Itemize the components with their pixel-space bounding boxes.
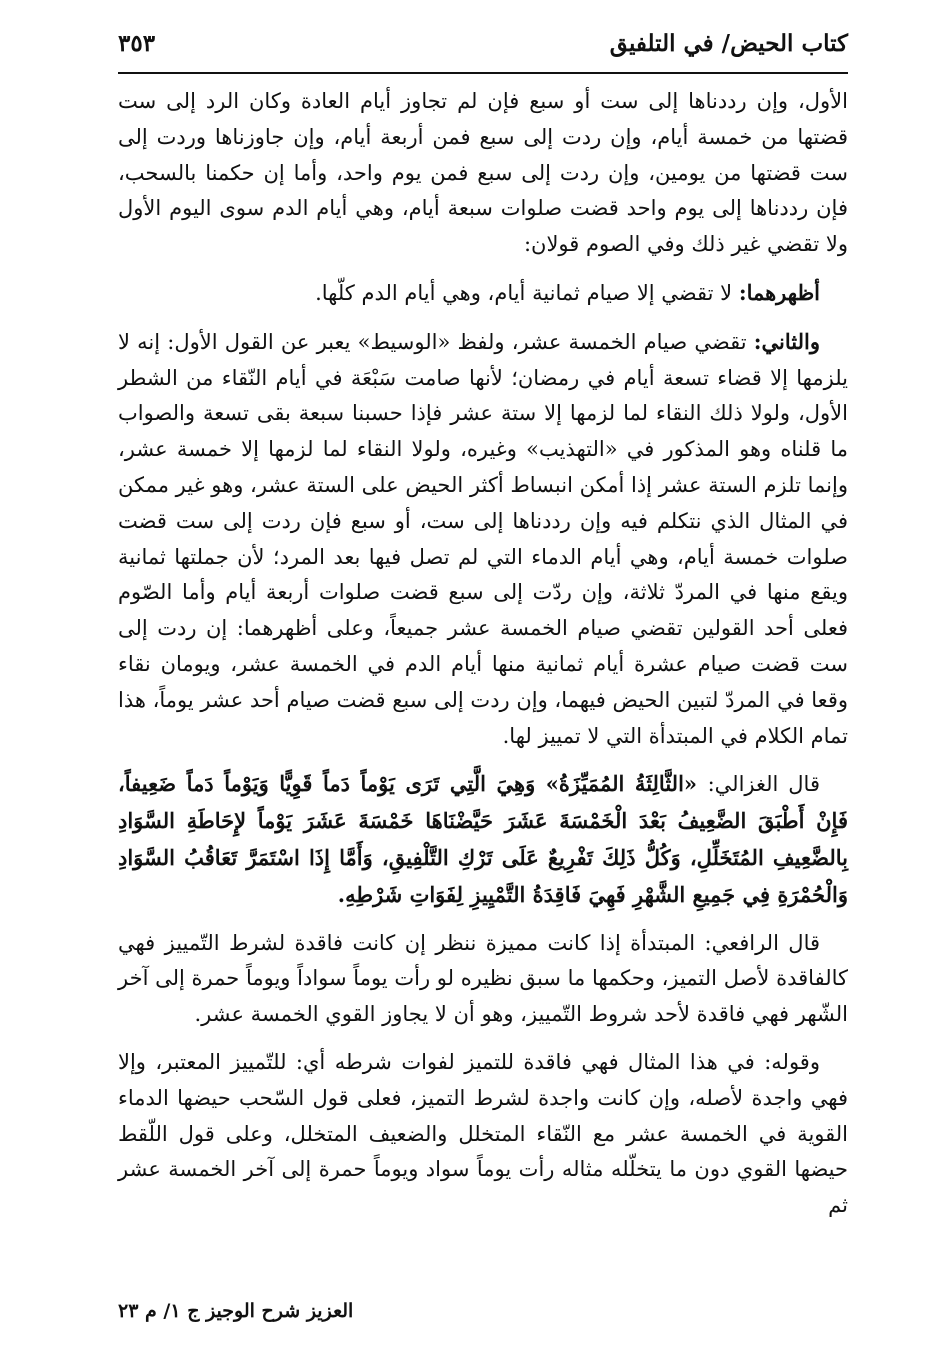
page-header xyxy=(118,26,848,70)
paragraph-1 xyxy=(118,84,848,263)
page-number: ٣٥٣ xyxy=(118,30,156,57)
page-footer xyxy=(118,1300,848,1322)
header-divider xyxy=(118,72,848,74)
paragraph-text: المبتدأة إذا كانت مميزة ننظر إن كانت فاقدة لشرط التّمييز فهي كالفاقدة لأصل التميز، وحكمها ما سبق نظيره لو رأت يوماً سواداً ويوماً حمرة إلى آخر الشّهر فهي فاقدة لأحد شروط التّمييز، وهو أن لا يجاوز القوي الخمسة عشر. xyxy=(118,930,848,1027)
paragraph-text: تقضي صيام الخمسة عشر، ولفظ «الوسيط» يعبر عن القول الأول: إنه لا يلزمها إلا قضاء تسعة أيام في رمضان؛ لأنها صامت سَبْعَة في أيام النّقاء من الشطر الأول، ولولا ذلك النقاء لما لزمها إلا ستة عشر فإذا حسبنا سبعة بقى تسعة والصواب ما قلناه وهو المذكور في «التهذيب» وغيره، ولولا النقاء لما لزمها إلا خمسة عشر، وإنما تلزم الستة عشر إذا أمكن انبساط أكثر الحيض على الستة عشر، وهو غير ممكن في المثال الذي نتكلم فيه وإن رددناها إلى ست، أو سبع فإن ردت إلى ست قضت صلوات خمسة أيام، وهي أيام الدماء التي لم تصل فيها بعد المرد؛ لأن جملتها ثمانية ويقع منها في المردّ ثلاثة، وإن ردّت إلى سبع قضت صلوات أربعة أيام وأما الصّوم فعلى أحد القولين تقضي صيام الخمسة عشر جميعاً، وعلى أظهرهما: إن ردت إلى ست قضت صيام عشرة أيام ثمانية منها أيام الدم في الخمسة عشر، ويومان نقاء وقعا في المردّ لتبين الحيض فيهما، وإن ردت إلى سبع قضت صيام أحد عشر يوماً، هذا تمام الكلام في المبتدأة التي لا تمييز لها. xyxy=(118,329,848,748)
paragraph-2 xyxy=(118,275,848,312)
running-title: كتاب الحيض/ في التلفيق xyxy=(609,30,848,57)
paragraph-6 xyxy=(118,1045,848,1224)
paragraph-label: والثاني: xyxy=(753,328,820,354)
body-text xyxy=(118,84,848,1224)
paragraph-4-quote xyxy=(118,766,848,913)
paragraph-text: الأول، وإن رددناها إلى ست أو سبع فإن لم تجاوز أيام العادة وكان الرد إلى ست قضتها من خمسة أيام، وإن ردت إلى سبع فمن أربعة أيام، وإن جاوزناها وردت إلى ست قضتها من يومين، وإن ردت إلى سبع فمن يوم واحد، وأما إن حكمنا بالسحب، فإن رددناها إلى يوم واحد قضت صلوات سبعة أيام، وهي أيام الدم سوى اليوم الأول ولا تقضي غير ذلك وفي الصوم قولان: xyxy=(118,89,848,257)
paragraph-label: قال الغزالي: xyxy=(707,772,820,797)
paragraph-text: وقوله: في هذا المثال فهي فاقدة للتميز لفوات شرطه أي: للتّمييز المعتبر، وإلا فهي واجدة لأصله، وإن كانت واجدة لشرط التميز، فعلى قول السّحب حيضها الدماء القوية في الخمسة عشر مع النّقاء المتخلل والضعيف المتخلل، وعلى قول اللّقط حيضها القوي دون ما يتخلّله مثاله رأت يوماً سواد ويوماً حمرة إلى آخر الخمسة عشر ثم xyxy=(118,1049,848,1218)
footer-signature: العزيز شرح الوجيز ج ١/ م ٢٣ xyxy=(118,1300,354,1322)
quoted-text: «الثَّالِثَةُ المُمَيِّزَةُ» وَهِيَ الَّتِي تَرَى يَوْماً دَماً قَوِيًّا وَيَوْماً دَماً ضَعِيفاً، فَإِنْ أَطْبَقَ الضَّعِيفُ بَعْدَ الْخَمْسَةَ عَشَرَ حَيَّضْنَاهَا خَمْسَةَ عَشَرَ يَوْماً لإِحَاطَةِ السَّوَادِ بِالضَّعِيفِ المُتَخَلِّلِ، وَكُلُّ ذَلِكَ تَفْرِيعٌ عَلَى تَرْكِ التَّلْفِيقِ، وَأَمَّا إِذَا اسْتَمَرَّ تَعَاقُبُ السَّوَادِ وَالْحُمْرَةِ فِي جَمِيعِ الشَّهْرِ فَهِيَ فَاقِدَةُ التَّمْيِيزِ لِفَوَاتِ شَرْطِهِ. xyxy=(118,771,848,907)
paragraph-label: قال الرافعي: xyxy=(704,930,821,955)
paragraph-5 xyxy=(118,926,848,1033)
paragraph-label: أظهرهما: xyxy=(738,279,820,305)
paragraph-text: لا تقضي إلا صيام ثمانية أيام، وهي أيام الدم كلّها. xyxy=(315,280,739,305)
paragraph-3 xyxy=(118,324,848,755)
